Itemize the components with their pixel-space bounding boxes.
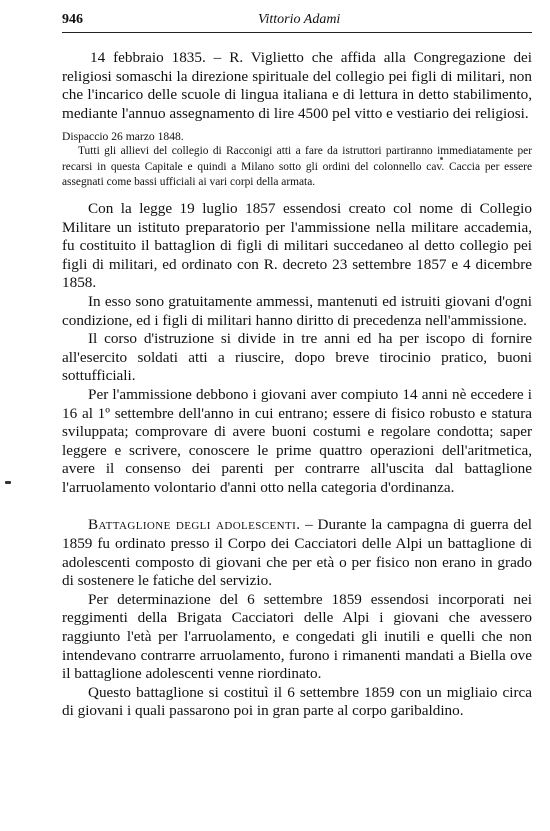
running-title: Vittorio Adami (258, 12, 341, 27)
document-page (62, 10, 532, 721)
paragraph-determination-1859: Per determinazione del 6 settembre 1859 essendosi incorporati nei reggimenti della Brigata Cacciatori delle Alpi i giovani che avessero raggiunto l'età per l'arruolamento, e congedati gli inutili e quelli che non intendevano contrarre arruolamento, furono i rimanenti mandati a Biella ove il battaglione adolescenti venne riordinato. (62, 590, 532, 683)
dispatch-title: Dispaccio 26 marzo 1848. (62, 130, 184, 144)
paragraph-adolescents-battalion (62, 516, 532, 590)
paragraph-constitution-1859: Questo battaglione si costituì il 6 settembre 1859 con un migliaio circa di giovani i quali passarono poi in gran parte al corpo garibaldino. (62, 683, 532, 720)
margin-mark (5, 481, 11, 484)
body-text (62, 49, 532, 721)
paragraph-admission-free: In esso sono gratuitamente ammessi, mantenuti ed istruiti giovani d'ogni condizione, ed i figli di militari hanno diritto di precedenza nell'ammissione. (62, 292, 532, 329)
dispatch-body: Tutti gli allievi del collegio di Racconigi atti a fare da istruttori partiranno immediatamente per recarsi in questa Capitale e quindi a Milano sotto gli ordini del colonnello cav. Caccia per essere assegnati come bassi ufficiali ai vari corpi della armata. (62, 145, 532, 188)
paragraph-course: Il corso d'istruzione si divide in tre anni ed ha per iscopo di fornire all'esercito soldati atti a riuscire, dopo breve tirocinio pratico, buoni sottufficiali. (62, 330, 532, 385)
page-header (62, 10, 532, 33)
section-heading: Battaglione degli adolescenti. (88, 516, 301, 534)
page-number: 946 (62, 12, 83, 27)
paragraph-law-1857: Con la legge 19 luglio 1857 essendosi creato col nome di Collegio Militare un istituto preparatorio per l'ammissione nella militare accademia, fu costituito il battaglion di figli di militari succedaneo al detto collegio pei figli di militari, ed ordinato con R. decreto 23 settembre 1857 e 4 dicembre 1858. (62, 199, 532, 292)
paragraph-requirements: Per l'ammissione debbono i giovani aver compiuto 14 anni nè eccedere i 16 al 1º settembre dell'anno in cui entrano; essere di fisico robusto e statura sviluppata; comprovare di avere buoni costumi e regolare condotta; saper leggere e scrivere, conoscere le prime quattro operazioni dell'aritmetica, avere il consenso dei parenti per contrarre all'uscita dal battaglione l'arruolamento volontario d'anni otto nella categoria d'ordinanza. (62, 385, 532, 496)
scan-speck (440, 157, 443, 160)
paragraph-decree-1835: 14 febbraio 1835. – R. Viglietto che affida alla Congregazione dei religiosi somaschi la direzione spirituale del collegio pei figli di militari, non che l'incarico delle scuole di lingua italiana e di lettura in detto stabilimento, mediante l'annuo assegnamento di lire 4500 pel vitto e vestiario dei religiosi. (62, 49, 532, 122)
paragraph-adolescents-text: – Durante la campagna di guerra del 1859 fu ordinato presso il Corpo dei Cacciatori delle Alpi un battaglione di adolescenti composto di giovani che per età o per fisico non erano in grado di sostenere le fatiche del servizio. (62, 516, 532, 590)
